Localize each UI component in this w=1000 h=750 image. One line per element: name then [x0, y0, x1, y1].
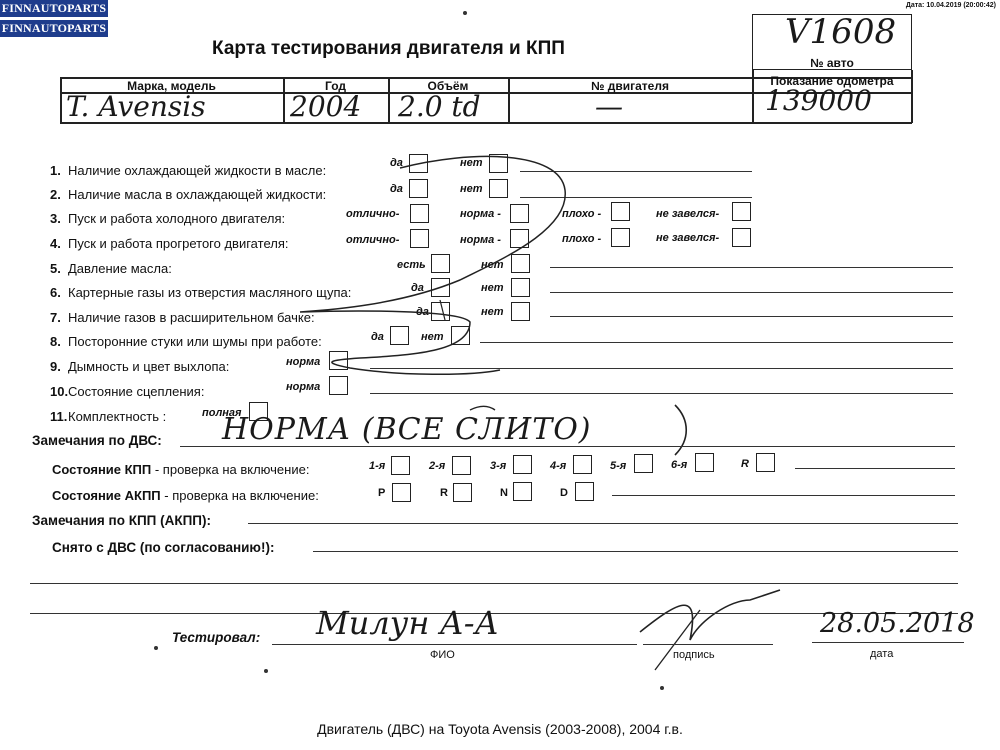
page-caption: Двигатель (ДВС) на Toyota Avensis (2003-2008), 2004 г.в. — [317, 721, 683, 737]
tester-name-value: Милун А-А — [316, 604, 499, 642]
option-label: да — [371, 331, 384, 343]
checkbox-akpp-r[interactable] — [453, 483, 472, 502]
speck — [463, 11, 467, 15]
date-stamp: Дата: 10.04.2019 (20:00:42) — [905, 2, 996, 9]
checkbox-akpp-d[interactable] — [575, 482, 594, 501]
speck — [154, 646, 158, 650]
volume-value: 2.0 td — [398, 90, 481, 123]
item-number: 5. — [50, 261, 61, 276]
speck — [660, 686, 664, 690]
speck — [264, 669, 268, 673]
kpp-remarks-line — [248, 523, 958, 524]
option-label: нет — [421, 331, 444, 343]
name-line — [272, 644, 637, 645]
checkbox-gear-1[interactable] — [391, 456, 410, 475]
option-label: нет — [481, 306, 504, 318]
option-label: да — [390, 157, 403, 169]
checkbox-akpp-n[interactable] — [513, 482, 532, 501]
checkbox-gear-6[interactable] — [695, 453, 714, 472]
item-label: Наличие охлаждающей жидкости в масле: — [68, 163, 327, 178]
signature-caption: подпись — [673, 649, 715, 661]
odometer-header: Показание одометра — [770, 74, 894, 88]
item-label: Наличие газов в расширительном бачке: — [68, 310, 315, 325]
item-label: Дымность и цвет выхлопа: — [68, 359, 230, 374]
checkbox-akpp-p[interactable] — [392, 483, 411, 502]
checkbox-gear-2[interactable] — [452, 456, 471, 475]
checkbox-gear-3[interactable] — [513, 455, 532, 474]
item-number: 4. — [50, 236, 61, 251]
option-label: есть — [397, 259, 426, 271]
item-number: 6. — [50, 285, 61, 300]
gear-label: R — [440, 487, 448, 499]
name-caption: ФИО — [430, 649, 455, 661]
item-number: 9. — [50, 359, 61, 374]
model-header: Марка, модель — [127, 79, 216, 93]
item-label: Состояние сцепления: — [68, 384, 205, 399]
option-label: норма - — [460, 208, 501, 220]
checkbox-gear-4[interactable] — [573, 455, 592, 474]
item-number: 11. — [50, 409, 68, 424]
removed-line — [313, 551, 958, 552]
gear-label: 1-я — [369, 460, 386, 472]
option-label: нет — [460, 157, 483, 169]
checkbox-gear-5[interactable] — [634, 454, 653, 473]
option-label: да — [416, 306, 429, 318]
year-header: Год — [325, 79, 346, 93]
kpp-label — [52, 462, 309, 477]
engine-number-value: — — [595, 90, 623, 123]
item-number: 7. — [50, 310, 61, 325]
kpp-label-text: Состояние КПП — [52, 462, 152, 477]
item-label: Картерные газы из отверстия масляного щупа: — [68, 285, 352, 300]
akpp-sub-text: - проверка на включение: — [160, 488, 319, 503]
option-label: да — [390, 183, 403, 195]
option-label: нет — [481, 259, 504, 271]
item-label: Наличие масла в охлаждающей жидкости: — [68, 187, 327, 202]
option-label: не завелся- — [656, 208, 720, 220]
item-label: Пуск и работа холодного двигателя: — [68, 211, 286, 226]
year-value: 2004 — [290, 90, 362, 123]
gear-label: 3-я — [490, 460, 507, 472]
kpp-line — [795, 468, 955, 469]
gear-label: N — [500, 487, 508, 499]
car-number-value: V1608 — [785, 12, 897, 52]
gear-label: P — [378, 487, 386, 499]
form-title: Карта тестирования двигателя и КПП — [212, 38, 565, 59]
option-label: нет — [460, 183, 483, 195]
gear-label: 2-я — [429, 460, 446, 472]
option-label: норма - — [460, 234, 501, 246]
date-line — [812, 642, 964, 643]
option-label: отлично- — [346, 208, 400, 220]
option-label: плохо - — [562, 208, 602, 220]
item-number: 2. — [50, 187, 61, 202]
gear-label: R — [741, 458, 749, 470]
option-label: нет — [481, 282, 504, 294]
gear-label: 5-я — [610, 460, 627, 472]
date-caption: дата — [870, 648, 894, 660]
option-label: плохо - — [562, 233, 602, 245]
engine-number-header: № двигателя — [591, 79, 669, 93]
checkbox-gear-r[interactable] — [756, 453, 775, 472]
odometer-value: 139000 — [765, 84, 872, 117]
logo-bottom: FINNAUTOPARTS — [1, 21, 107, 35]
option-label: отлично- — [346, 234, 400, 246]
model-value: T. Avensis — [66, 90, 206, 123]
akpp-label — [52, 488, 319, 503]
item-label: Комплектность : — [68, 409, 167, 424]
option-label: норма — [286, 356, 321, 368]
item-label: Посторонние стуки или шумы при работе: — [68, 334, 322, 349]
date-value: 28.05.2018 — [820, 608, 975, 639]
option-label: полная — [202, 407, 242, 419]
car-number-label: № авто — [810, 56, 854, 70]
dvs-remarks-label: Замечания по ДВС: — [32, 433, 162, 448]
kpp-remarks-label: Замечания по КПП (АКПП): — [32, 513, 211, 528]
akpp-line — [612, 495, 955, 496]
item-label: Пуск и работа прогретого двигателя: — [68, 236, 289, 251]
removed-line-2 — [30, 583, 958, 584]
removed-label: Снято с ДВС (по согласованию!): — [52, 540, 275, 555]
item-number: 8. — [50, 334, 61, 349]
gear-label: D — [560, 487, 568, 499]
option-label: норма — [286, 381, 321, 393]
logo-top: FINNAUTOPARTS — [1, 1, 107, 15]
volume-header: Объём — [427, 79, 469, 93]
item-number: 3. — [50, 211, 61, 226]
gear-label: 4-я — [550, 460, 567, 472]
signature-line — [643, 644, 773, 645]
item-label: Давление масла: — [68, 261, 172, 276]
kpp-sub-text: - проверка на включение: — [151, 462, 310, 477]
item-number: 10. — [50, 384, 69, 399]
akpp-label-text: Состояние АКПП — [52, 488, 161, 503]
item-number: 1. — [50, 163, 61, 178]
dvs-remarks-value: НОРМА (ВСЕ СЛИТО) — [222, 412, 592, 447]
gear-label: 6-я — [671, 459, 688, 471]
option-label: не завелся- — [656, 232, 720, 244]
tested-label: Тестировал: — [172, 630, 261, 645]
option-label: да — [411, 282, 424, 294]
